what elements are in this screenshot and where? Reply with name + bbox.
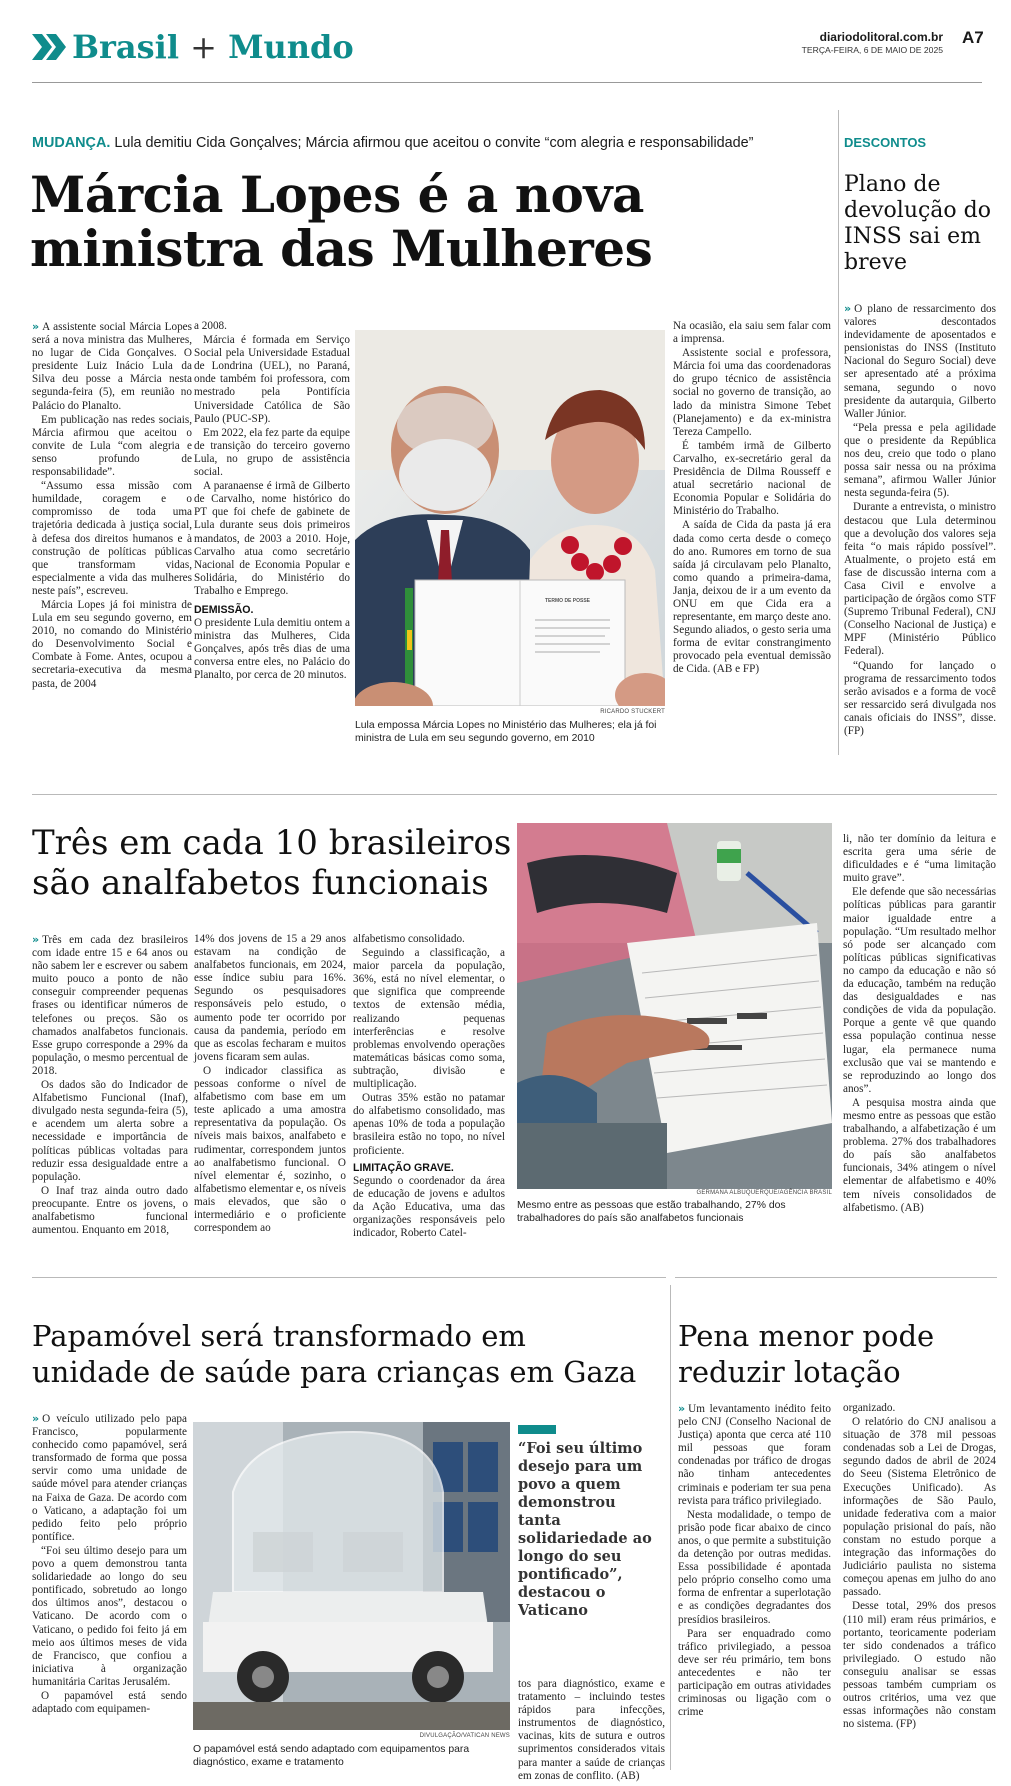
story3-divider: [670, 1285, 671, 1770]
story4-col2: [843, 1402, 996, 1732]
section-brasil: Brasil: [72, 28, 179, 66]
story1-col2: [194, 320, 350, 684]
story4-headline-line1: Pena menor pode: [678, 1319, 935, 1353]
sidebar-headline: Plano de devolução do INSS sai em breve: [844, 172, 991, 275]
story3-photo: [193, 1422, 510, 1730]
sidebar-p4: “Quando for lançado o programa de ressarcimento todos serão avisados e a forma de você ser ressarcido será divulgada nos canais oficiais do INSS”, disse. (FP): [844, 659, 996, 737]
story1-col1-p4: Márcia Lopes já foi ministra de Lula em seu segundo governo, em 2010, no comando do Ministério do Desenvolvimento Social e Combate à Fome. Antes, ocupou a secretaria-executiva da mesma pasta, de 2004: [32, 598, 192, 690]
story1-col4: [673, 320, 831, 678]
story1-col2-p5: O presidente Lula demitiu ontem a ministra das Mulheres, Cida Gonçalves, após três dias de uma conversa entre eles, no Palácio do Planalto, por cerca de 20 minutos.: [194, 617, 350, 682]
story4-col1-p2: Nesta modalidade, o tempo de prisão pode ficar abaixo de cinco anos, o que permite a substituição da detenção por outras medidas. Essa possibilidade é apontada pelo próprio conselho como uma forma de enfrentar a superlotação e as condições degradantes dos presídios brasileiros.: [678, 1508, 831, 1626]
story3-col1-p3: O papamóvel está sendo adaptado com equipamen-: [32, 1689, 187, 1716]
story2-col5: [843, 833, 996, 1216]
story1-col4-p4: A saída de Cida da pasta já era dada como certa desde o começo do ano. Rumores em torno de sua saída já circulavam pelo Planalto, como quando a primeira-dama, Janja, deixou de ir a um evento da ONU em que Cida era a representante, em março deste ano. Segundo aliados, o gesto seria uma forma de evitar constrangimento provocado pela eventual demissão de Cida. (AB e FP): [673, 519, 831, 676]
divider-3: [675, 1277, 997, 1278]
chevron-double-icon: [32, 32, 70, 62]
section-masthead: [32, 28, 452, 68]
story1-deck: [32, 135, 832, 151]
story1-col2-p3: Em 2022, ela fez parte da equipe de transição do terceiro governo Lula, no grupo de assistência social.: [194, 426, 350, 479]
story4-col1-p3: Para ser enquadrado como tráfico privilegiado, a pessoa deve ser réu primário, tem bons antecedentes e não ter participação em outras atividades criminosas ou ligação com o crime: [678, 1627, 831, 1719]
story2-col1-p2: Os dados são do Indicador de Alfabetismo Funcional (Inaf), divulgado nesta segunda-feira (5), e acendem um alerta sobre a necessidade e importância de políticas públicas voltadas para reduzir essa desigualdade entre a população.: [32, 1079, 188, 1183]
story1-headline-line1: Márcia Lopes é a nova: [30, 165, 644, 224]
story2-photo: [517, 823, 832, 1189]
story4-headline-line2: reduzir lotação: [678, 1355, 901, 1389]
story3-col1-p1: » O veículo utilizado pelo papa Francisco, popularmente conhecido como papamóvel, será transformado de forma que possa servir como uma unidade de saúde móvel para atender crianças na Faixa de Gaza. De acordo com o Vaticano, a adaptação foi um pedido feito pelo próprio pontífice.: [32, 1412, 187, 1543]
story2-col3: [353, 933, 505, 1241]
story1-col1-p1: » A assistente social Márcia Lopes será a nova ministra das Mulheres, no lugar de Cida Gonçalves. O presidente Luiz Inácio Lula da Silva deu posse a Márcia nesta segunda-feira (5), em reunião no Palácio do Planalto.: [32, 320, 192, 412]
story2-col3-p4: Segundo o coordenador da área de educação de jovens e adultos da Ação Educativa, uma das organizações responsáveis pelo indicador, Roberto Catel-: [353, 1174, 505, 1240]
story1-col1: [32, 320, 192, 692]
story2-col1-p3: O Inaf traz ainda outro dado preocupante. Entre os jovens, o analfabetismo funcional aumentou. Enquanto em 2018,: [32, 1184, 188, 1237]
story4-col1-p1: » Um levantamento inédito feito pelo CNJ (Conselho Nacional de Justiça) aponta que cerca até 110 mil pessoas que foram condenadas por tráfico de drogas não tinham antecedentes criminais e poderiam ter sua pena revista para tráfico privilegiado.: [678, 1402, 831, 1507]
story1-photo-credit: RICARDO STUCKERT: [600, 709, 665, 715]
story2-col1: [32, 933, 188, 1238]
story1-kicker: MUDANÇA.: [32, 135, 111, 151]
page-number: A7: [962, 28, 984, 47]
story2-col2: [194, 933, 346, 1236]
story4-col1: [678, 1402, 831, 1720]
story1-photo-doc-label: TERMO DE POSSE: [545, 598, 591, 604]
story4-col2-p1: organizado.: [843, 1402, 896, 1414]
story2-headline: [32, 823, 511, 903]
story3-col3: [518, 1678, 665, 1784]
story2-col5-p2: Ele defende que são necessárias políticas públicas para garantir maior igualdade entre a população. “Um resultado melhor só pode ser alcançado com políticas públicas significativas no campo da educação e não só da educação, também na redução das desigualdades e nas condições de vida da população. Porque a gente vê que quando essa população continua nesse lugar, ela permanece numa exclusão que vai se mantendo e se reproduzindo ao longo dos anos”.: [843, 886, 996, 1095]
story1-col2-p1: a 2008.: [194, 320, 227, 332]
sidebar-body: [844, 302, 996, 739]
sidebar-p3: Durante a entrevista, o ministro destacou que Lula determinou que a devolução dos valores seja feita “o mais rápido possível”. Atualmente, o projeto está em fase de discussão interna com a Casa Civil e envolve a participação de órgãos como STF (Supremo Tribunal Federal), CNJ (Conselho Nacional de Justiça) e MPF (Ministério Público Federal).: [844, 501, 996, 658]
story2-headline-line2: são analfabetos funcionais: [32, 863, 489, 903]
site-url: diariodolitoral.com.br: [819, 30, 943, 44]
story1-headline-line2: ministra das Mulheres: [30, 219, 653, 278]
story1-caption: Lula empossa Márcia Lopes no Ministério das Mulheres; ela já foi ministra de Lula em seu segundo governo, em 2010: [355, 720, 657, 744]
sidebar-kicker: DESCONTOS: [844, 135, 927, 150]
story2-col5-p3: A pesquisa mostra ainda que mesmo entre as pessoas que estão trabalhando, a alfabetização é um problema. 27% dos trabalhadores do país são analfabetos funcionais, 34% atingem o nível elementar de alfabetismo e 40% tem níveis consolidados de alfabetismo. (AB): [843, 1096, 996, 1214]
sidebar-p2: “Pela pressa e pela agilidade que o presidente da República nos deu, creio que todo o plano possa sair nessa ou na próxima semana”, afirmou Waller Júnior nesta segunda-feira (5).: [844, 421, 996, 500]
story2-col3-p1: alfabetismo consolidado.: [353, 933, 465, 945]
story4-col2-p3: Desse total, 29% dos presos (110 mil) eram réus primários, e portanto, teoricamente poderiam ter sido condenados a tráfico privilegiado. O estudo não conseguiu analisar se essas pessoas também cumpriam os outros critérios, uma vez que essas informações não constam no sistema. (FP): [843, 1600, 996, 1731]
story3-headline-line2: unidade de saúde para crianças em Gaza: [32, 1355, 637, 1389]
story3-headline-line1: Papamóvel será transformado em: [32, 1319, 526, 1353]
story1-subhead: DEMISSÃO.: [194, 603, 254, 616]
story2-photo-credit: GERMANA ALBUQUERQUE/AGÊNCIA BRASIL: [696, 1190, 832, 1196]
story2-col3-p2: Seguindo a classificação, a maior parcela da população, 36%, está no nível elementar, o que significa que compreende textos de extensão média, realizando pequenas interferências e resolve problemas envolvendo operações matemáticas básicas como soma, subtração, divisão e multiplicação.: [353, 947, 505, 1091]
story3-col3-p1: tos para diagnóstico, exame e tratamento – incluindo testes rápidos para infecções, instrumentos de diagnóstico, vacinas, kits de sutura e outros suprimentos considerados vitais para manter a saúde de crianças em zonas de conflito. (AB): [518, 1678, 665, 1782]
masthead-rule: [32, 82, 982, 83]
story1-col1-p2: Em publicação nas redes sociais, Márcia afirmou que aceitou o convite de Lula “com alegria e senso profundo de responsabilidade”.: [32, 413, 192, 479]
edition-date: TERÇA-FEIRA, 6 DE MAIO DE 2025: [801, 45, 943, 55]
divider-1: [32, 794, 997, 795]
story3-pull-quote: “Foi seu último desejo para um povo a quem demonstrou tanta solidariedade ao longo do seu pontificado”, destacou o Vaticano: [518, 1440, 652, 1619]
story2-col2-p1: 14% dos jovens de 15 a 29 anos estavam na condição de analfabetos funcionais, em 2024, esse índice subiu para 16%. Segundo os pesquisadores responsáveis pelo estudo, o aumento pode ter ocorrido por causa da pandemia, período em que as escolas fecharam e muitos jovens ficaram sem aulas.: [194, 933, 346, 1063]
chevron-icon: »: [844, 302, 852, 315]
story1-col2-p2: Márcia é formada em Serviço Social pela Universidade Estadual de Londrina (UEL), no Paraná, onde também foi professora, com mestrado pela Pontifícia Universidade Católica de São Paulo (PUC-SP).: [194, 334, 350, 425]
story1-col4-p1: Na ocasião, ela saiu sem falar com a imprensa.: [673, 320, 831, 346]
story3-col1: [32, 1412, 187, 1717]
story1-headline: [30, 165, 653, 278]
story2-col3-p3: Outras 35% estão no patamar do alfabetismo consolidado, mas apenas 10% de toda a população brasileira estão no topo, no nível proficiente.: [353, 1092, 505, 1157]
story2-col1-p1: » Três em cada dez brasileiros com idade entre 15 e 64 anos ou não sabem ler e escrever ou sabem muito pouco a ponto de não conseguir compreender pequenas frases ou identificar números de telefones ou preços. São os chamados analfabetos funcionais. Esse grupo corresponde a 29% da população, o mesmo percentual de 2018.: [32, 933, 188, 1077]
story1-col1-p3: “Assumo essa missão com humildade, coragem e o compromisso de toda uma trajetória dedicada à justiça social, à defesa dos direitos humanos e à construção de políticas públicas que transformam vidas, especialmente a vida das mulheres neste país”, escreveu.: [32, 480, 192, 597]
chevron-icon: »: [32, 320, 40, 333]
story2-headline-line1: Três em cada 10 brasileiros: [32, 823, 512, 863]
divider-2: [32, 1277, 666, 1278]
chevron-icon: »: [678, 1402, 686, 1415]
chevron-icon: »: [32, 1412, 40, 1425]
story1-deck-text: Lula demitiu Cida Gonçalves; Márcia afirmou que aceitou o convite “com alegria e responsabilidade”: [114, 135, 754, 151]
story4-headline: [678, 1318, 934, 1390]
story1-col4-p2: Assistente social e professora, Márcia foi uma das coordenadoras do grupo técnico de assistência social no governo de transição, ao lado da ministra Simone Tebet (Planejamento) e da ex-ministra Tereza Campello.: [673, 347, 831, 438]
story2-subhead: LIMITAÇÃO GRAVE.: [353, 1161, 454, 1174]
sidebar-p1: » O plano de ressarcimento dos valores descontados indevidamente de aposentados e pensionistas do INSS (Instituto Nacional do Seguro Social) deve ser apresentado até a próxima semana, segundo o novo presidente da autarquia, Gilberto Waller Júnior.: [844, 302, 996, 420]
story3-caption: O papamóvel está sendo adaptado com equipamentos para diagnóstico, exame e tratamento: [193, 1744, 470, 1768]
story3-headline: [32, 1318, 636, 1390]
story2-col2-p2: O indicador classifica as pessoas conforme o nível de alfabetismo com base em um teste aplicado a uma amostra representativa da população. Os níveis mais baixos, analfabeto e rudimentar, correspondem juntos ao analfabetismo funcional. O nível elementar é, sozinho, o alfabetismo elementar e, os níveis mais elevados, que são o intermediário e o proficiente correspondem ao: [194, 1064, 346, 1235]
story3-photo-credit: DIVULGAÇÃO/VATICAN NEWS: [419, 1733, 510, 1739]
section-plus: +: [190, 28, 217, 66]
chevron-icon: »: [32, 933, 40, 946]
story3-col1-p2: “Foi seu último desejo para um povo a quem demonstrou tanta solidariedade ao longo do seu pontificado, sobretudo ao longo dos últimos anos”, destacou o Vaticano. De acordo com o Vaticano, o pedido foi feito já em meio aos últimos meses de vida de Francisco, que confiou a iniciativa à organização humanitária Caritas Jerusalém.: [32, 1544, 187, 1688]
story4-col2-p2: O relatório do CNJ analisou a situação de 378 mil pessoas condenadas sob a Lei de Drogas, segundo dados de abril de 2024 do Seeu (Sistema Eletrônico de Execuções Unificado). As informações de São Paulo, unidade federativa com a maior população prisional do país, não constam no estudo porque a integração das informações do Judiciário paulista no sistema começou apenas em julho do ano passado.: [843, 1416, 996, 1599]
story1-photo: [355, 330, 665, 706]
quote-accent-bar: [518, 1425, 556, 1434]
story1-col4-p3: É também irmã de Gilberto Carvalho, ex-secretário geral da Presidência de Dilma Rousseff e atual secretário nacional de Economia Popular e Solidária do Ministério do Trabalho.: [673, 439, 831, 518]
sidebar-divider: [838, 110, 839, 755]
section-mundo: Mundo: [228, 28, 354, 66]
story1-col2-p4: A paranaense é irmã de Gilberto de Carvalho, nome histórico do PT que foi chefe de gabinete de Lula durante seus dois primeiros mandatos, de 2003 a 2010. Hoje, Carvalho atua como secretário Nacional de Economia Popular e Solidária, do Ministério do Trabalho e Emprego.: [194, 480, 350, 597]
story2-caption: Mesmo entre as pessoas que estão trabalhando, 27% dos trabalhadores do país são analfabetos funcionais: [517, 1200, 786, 1224]
story2-col5-p1: li, não ter domínio da leitura e escrita gera uma série de dificuldades e é “uma limitação muito grave”.: [843, 833, 996, 885]
